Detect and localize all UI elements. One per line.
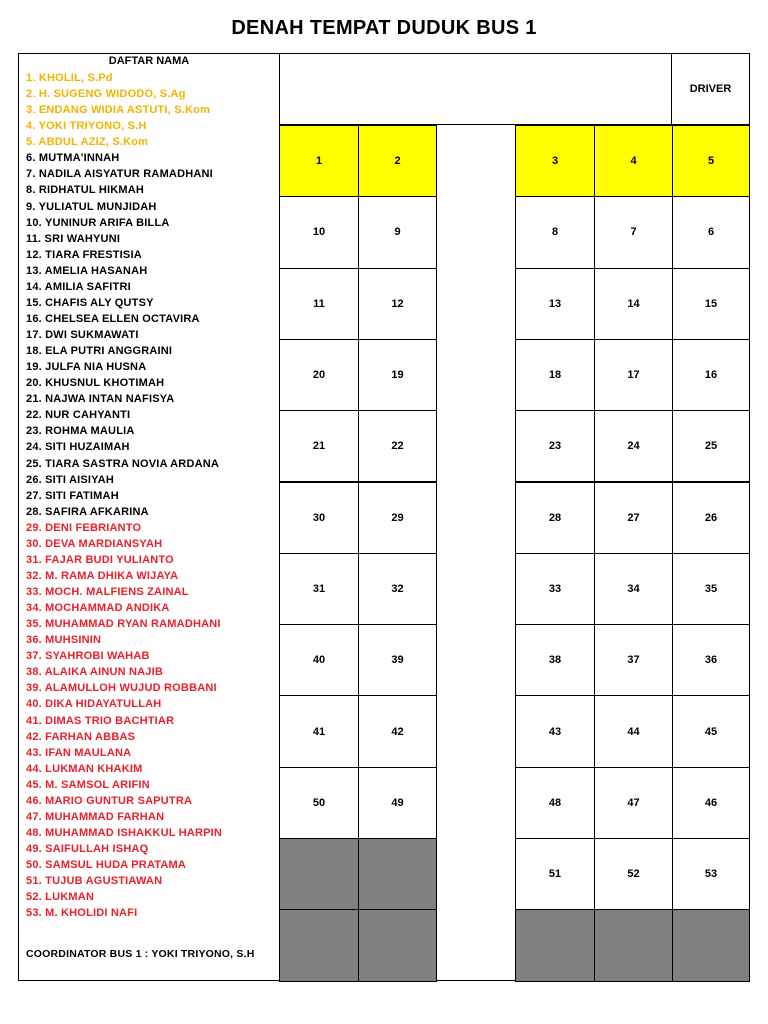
seat-11: 11 [279,268,359,340]
seat-53: 53 [672,838,750,910]
seat-35: 35 [672,553,750,625]
seat-4: 4 [594,125,673,197]
name-list-header: DAFTAR NAMA [108,55,190,67]
seat-16: 16 [672,339,750,411]
seat-8: 8 [515,196,595,268]
name-list-item: 45. M. SAMSOL ARIFIN [26,778,150,791]
name-list-item: 15. CHAFIS ALY QUTSY [26,296,154,309]
name-list-item: 38. ALAIKA AINUN NAJIB [26,666,164,679]
name-list-item: 43. IFAN MAULANA [26,746,132,759]
seat-26: 26 [672,482,750,554]
driver-label: DRIVER [672,54,749,125]
name-list-item: 13. AMELIA HASANAH [26,264,148,277]
blocked-seat [279,909,359,981]
blocked-seat [515,909,595,981]
blocked-seat [279,838,359,910]
name-list-item: 24. SITI HUZAIMAH [26,441,130,454]
blocked-seat [594,909,673,981]
name-list-panel [19,54,280,980]
seat-31: 31 [279,553,359,625]
blocked-seat [358,838,437,910]
seat-34: 34 [594,553,673,625]
coordinator-note: COORDINATOR BUS 1 : YOKI TRIYONO, S.H [26,948,255,960]
name-list-item: 2. H. SUGENG WIDODO, S.Ag [26,88,186,101]
name-list [26,70,222,921]
name-list-item: 30. DEVA MARDIANSYAH [26,537,163,550]
seat-7: 7 [594,196,673,268]
blocked-seat [672,909,750,981]
seat-36: 36 [672,624,750,696]
seat-6: 6 [672,196,750,268]
name-list-item: 5. ABDUL AZIZ, S.Kom [26,136,149,149]
seat-18: 18 [515,339,595,411]
name-list-item: 48. MUHAMMAD ISHAKKUL HARPIN [26,826,223,839]
seat-19: 19 [358,339,437,411]
seat-28: 28 [515,482,595,554]
seat-52: 52 [594,838,673,910]
name-list-item: 26. SITI AISIYAH [26,473,114,486]
seat-3: 3 [515,125,595,197]
seat-10: 10 [279,196,359,268]
seat-32: 32 [358,553,437,625]
name-list-item: 46. MARIO GUNTUR SAPUTRA [26,794,193,807]
seat-42: 42 [358,695,437,767]
name-list-item: 9. YULIATUL MUNJIDAH [26,200,157,213]
name-list-item: 36. MUHSININ [26,634,102,647]
name-list-item: 25. TIARA SASTRA NOVIA ARDANA [26,457,220,470]
seat-43: 43 [515,695,595,767]
name-list-item: 20. KHUSNUL KHOTIMAH [26,377,165,390]
name-list-item: 3. ENDANG WIDIA ASTUTI, S.Kom [26,104,211,117]
seat-51: 51 [515,838,595,910]
name-list-item: 22. NUR CAHYANTI [26,409,131,422]
seat-50: 50 [279,767,359,839]
name-list-item: 50. SAMSUL HUDA PRATAMA [26,859,187,872]
seat-41: 41 [279,695,359,767]
name-list-item: 47. MUHAMMAD FARHAN [26,810,165,823]
name-list-item: 12. TIARA FRESTISIA [26,248,142,261]
seat-24: 24 [594,410,673,482]
seat-38: 38 [515,624,595,696]
name-list-item: 32. M. RAMA DHIKA WIJAYA [26,569,179,582]
name-list-item: 28. SAFIRA AFKARINA [26,505,149,518]
seating-sheet [18,53,750,981]
name-list-item: 39. ALAMULLOH WUJUD ROBBANI [26,682,217,695]
seat-25: 25 [672,410,750,482]
name-list-item: 1. KHOLIL, S.Pd [26,72,113,84]
name-list-item: 29. DENI FEBRIANTO [26,521,142,534]
name-list-item: 16. CHELSEA ELLEN OCTAVIRA [26,312,200,325]
name-list-item: 21. NAJWA INTAN NAFISYA [26,393,175,406]
seat-9: 9 [358,196,437,268]
name-list-item: 6. MUTMA'INNAH [26,152,120,165]
name-list-item: 51. TUJUB AGUSTIAWAN [26,875,163,888]
seat-47: 47 [594,767,673,839]
blocked-seat [358,909,437,981]
seat-22: 22 [358,410,437,482]
front-blank-area [279,54,672,125]
seat-49: 49 [358,767,437,839]
name-list-item: 19. JULFA NIA HUSNA [26,361,147,374]
seat-20: 20 [279,339,359,411]
seat-33: 33 [515,553,595,625]
name-list-item: 23. ROHMA MAULIA [26,425,135,438]
name-list-item: 34. MOCHAMMAD ANDIKA [26,602,170,615]
name-list-item: 53. M. KHOLIDI NAFI [26,907,138,920]
seat-23: 23 [515,410,595,482]
name-list-item: 40. DIKA HIDAYATULLAH [26,698,162,711]
name-list-item: 31. FAJAR BUDI YULIANTO [26,553,174,566]
seat-17: 17 [594,339,673,411]
seat-15: 15 [672,268,750,340]
seat-30: 30 [279,482,359,554]
seat-37: 37 [594,624,673,696]
name-list-item: 14. AMILIA SAFITRI [26,280,131,293]
name-list-item: 37. SYAHROBI WAHAB [26,650,150,663]
seat-48: 48 [515,767,595,839]
seat-2: 2 [358,125,437,197]
name-list-item: 4. YOKI TRIYONO, S.H [26,120,147,133]
seat-46: 46 [672,767,750,839]
name-list-item: 35. MUHAMMAD RYAN RAMADHANI [26,618,221,631]
seat-44: 44 [594,695,673,767]
seat-1: 1 [279,125,359,197]
name-list-item: 41. DIMAS TRIO BACHTIAR [26,714,175,727]
name-list-item: 17. DWI SUKMAWATI [26,329,139,341]
name-list-item: 33. MOCH. MALFIENS ZAINAL [26,586,189,598]
page-title: DENAH TEMPAT DUDUK BUS 1 [231,17,537,39]
name-list-item: 52. LUKMAN [26,891,95,904]
seat-39: 39 [358,624,437,696]
seat-29: 29 [358,482,437,554]
name-list-item: 18. ELA PUTRI ANGGRAINI [26,345,173,358]
seat-45: 45 [672,695,750,767]
seat-21: 21 [279,410,359,482]
name-list-item: 11. SRI WAHYUNI [26,232,121,245]
name-list-item: 7. NADILA AISYATUR RAMADHANI [26,168,213,181]
seat-14: 14 [594,268,673,340]
name-list-item: 44. LUKMAN KHAKIM [26,762,143,775]
seat-40: 40 [279,624,359,696]
seat-27: 27 [594,482,673,554]
seat-13: 13 [515,268,595,340]
name-list-item: 42. FARHAN ABBAS [26,730,136,743]
name-list-item: 49. SAIFULLAH ISHAQ [26,843,149,855]
seat-5: 5 [672,125,750,197]
name-list-item: 8. RIDHATUL HIKMAH [26,184,145,197]
seat-12: 12 [358,268,437,340]
name-list-item: 10. YUNINUR ARIFA BILLA [26,216,170,229]
name-list-item: 27. SITI FATIMAH [26,489,119,502]
